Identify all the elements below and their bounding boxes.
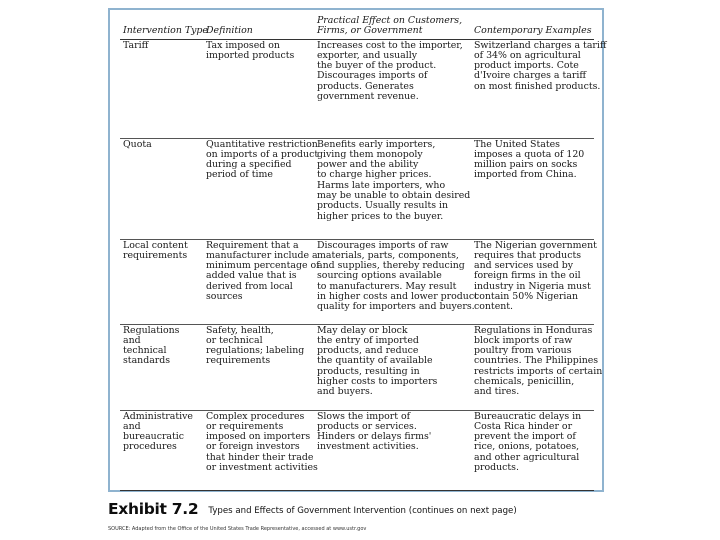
cell-line: Harms late importers, who	[317, 179, 446, 191]
intervention-table	[120, 15, 607, 491]
cell-line: the quantity of available	[317, 355, 433, 367]
cell-line: chemicals, penicillin,	[474, 376, 575, 388]
cell-line: manufacturer include a	[206, 249, 318, 261]
cell-line: or investment activities	[206, 462, 318, 474]
cell-definition	[203, 410, 318, 490]
cell-effect	[314, 324, 471, 410]
cell-line: technical	[123, 345, 167, 357]
cell-line: products. Generates	[317, 80, 414, 92]
cell-line: Quantitative restriction	[206, 138, 318, 150]
cell-line: to manufacturers. May result	[317, 280, 457, 292]
source-note: SOURCE: Adapted from the Office of the United States Trade Representative, accessed at www.ustr.gov	[108, 526, 367, 532]
cell-line: rice, onions, potatoes,	[474, 441, 580, 453]
cell-line: added value that is	[206, 270, 297, 282]
cell-line: and tires.	[474, 386, 520, 398]
cell-definition	[203, 39, 314, 138]
cell-line: that hinder their trade	[206, 451, 314, 463]
table-row-regulations	[120, 324, 594, 410]
cell-line: and	[123, 334, 141, 346]
cell-examples	[471, 324, 603, 410]
table-row-local-content	[120, 239, 594, 324]
cell-line: block imports of raw	[474, 334, 573, 346]
header-intervention-type	[120, 16, 208, 39]
cell-line: restricts imports of certain	[474, 365, 603, 377]
cell-line: or technical	[206, 334, 263, 346]
cell-line: Switzerland charges a tariff	[474, 39, 607, 51]
cell-line: Discourages imports of	[317, 70, 428, 82]
cell-line: product imports. Cote	[474, 60, 579, 72]
cell-line: requires that products	[474, 249, 582, 261]
cell-line: giving them monopoly	[317, 148, 423, 160]
cell-type	[120, 410, 203, 490]
cell-line: or requirements	[206, 420, 284, 432]
cell-line: imported products	[206, 49, 295, 61]
cell-line: the entry of imported	[317, 334, 419, 346]
cell-line: Quota	[123, 138, 152, 150]
cell-line: bureaucratic	[123, 431, 185, 443]
cell-effect	[314, 138, 471, 239]
cell-line: exporter, and usually	[317, 49, 418, 61]
exhibit-caption	[108, 499, 628, 521]
cell-line: contain 50% Nigerian	[474, 291, 578, 303]
cell-line: procedures	[123, 441, 177, 453]
cell-line: Benefits early importers,	[317, 138, 436, 150]
cell-line: government revenue.	[317, 91, 419, 103]
cell-line: higher prices to the buyer.	[317, 210, 444, 222]
cell-line: imported from China.	[474, 169, 577, 181]
cell-line: prevent the import of	[474, 431, 576, 443]
cell-line: sourcing options available	[317, 270, 442, 282]
cell-line: the buyer of the product.	[317, 60, 437, 72]
cell-line: may be unable to obtain desired	[317, 190, 471, 202]
table-row-administrative	[120, 410, 594, 490]
cell-line: and buyers.	[317, 386, 373, 398]
cell-examples	[471, 410, 594, 490]
cell-line: Hinders or delays firms'	[317, 431, 432, 443]
cell-line: Safety, health,	[206, 324, 274, 336]
table-row-quota	[120, 138, 594, 239]
cell-examples	[471, 39, 607, 138]
cell-line: derived from local	[206, 280, 293, 292]
cell-line: content.	[474, 301, 514, 313]
cell-line: Tax imposed on	[206, 39, 280, 51]
cell-line: Increases cost to the importer,	[317, 39, 463, 51]
cell-line: products.	[474, 462, 519, 474]
cell-line: regulations; labeling	[206, 345, 305, 357]
cell-line: minimum percentage of	[206, 260, 320, 272]
cell-line: Costa Rica hinder or	[474, 420, 573, 432]
cell-line: imposed on importers	[206, 431, 311, 443]
cell-line: Intervention Type	[123, 25, 208, 37]
cell-line: Definition	[206, 25, 253, 37]
cell-line: products or services.	[317, 420, 417, 432]
cell-type	[120, 138, 203, 239]
cell-line: countries. The Philippines	[474, 355, 599, 367]
cell-line: May delay or block	[317, 324, 408, 336]
cell-line: products, and reduce	[317, 345, 419, 357]
cell-line: Regulations in Honduras	[474, 324, 593, 336]
cell-line: or foreign investors	[206, 441, 300, 453]
cell-line: during a specified	[206, 159, 292, 171]
cell-line: materials, parts, components,	[317, 249, 459, 261]
cell-line: d'Ivoire charges a tariff	[474, 70, 586, 82]
exhibit-frame	[108, 8, 607, 492]
cell-line: industry in Nigeria must	[474, 280, 591, 292]
cell-line: higher costs to importers	[317, 376, 438, 388]
cell-effect	[314, 239, 478, 324]
header-practical-effect	[314, 16, 471, 39]
cell-line: standards	[123, 355, 171, 367]
cell-line: and other agricultural	[474, 451, 580, 463]
cell-line: sources	[206, 291, 243, 303]
cell-line: poultry from various	[474, 345, 572, 357]
cell-line: Complex procedures	[206, 410, 305, 422]
cell-line: Firms, or Government	[317, 25, 423, 37]
cell-line: Administrative	[123, 410, 193, 422]
cell-type	[120, 39, 203, 138]
cell-line: Tariff	[123, 39, 149, 51]
cell-line: investment activities.	[317, 441, 419, 453]
cell-line: The Nigerian government	[474, 239, 597, 251]
cell-line: million pairs on socks	[474, 159, 578, 171]
cell-line: Requirement that a	[206, 239, 299, 251]
cell-line: Local content	[123, 239, 188, 251]
cell-line: Practical Effect on Customers,	[317, 15, 463, 26]
cell-line: requirements	[206, 355, 271, 367]
cell-effect	[314, 39, 471, 138]
cell-line: quality for importers and buyers.	[317, 301, 475, 313]
cell-line: products. Usually results in	[317, 200, 449, 212]
cell-examples	[471, 138, 594, 239]
cell-type	[120, 239, 203, 324]
cell-line: Regulations	[123, 324, 180, 336]
exhibit-label: Exhibit 7.2	[108, 500, 199, 518]
cell-line: and	[123, 420, 141, 432]
cell-line: on most finished products.	[474, 80, 601, 92]
exhibit-caption-text: Types and Effects of Government Intervention (continues on next page)	[208, 506, 517, 516]
cell-line: on imports of a product	[206, 148, 319, 160]
cell-line: Bureaucratic delays in	[474, 410, 582, 422]
table-row-tariff	[120, 39, 594, 138]
cell-definition	[203, 324, 314, 410]
cell-line: products, resulting in	[317, 365, 420, 377]
cell-definition	[203, 138, 319, 239]
cell-line: and supplies, thereby reducing	[317, 260, 465, 272]
cell-line: Contemporary Examples	[474, 25, 592, 37]
cell-examples	[471, 239, 597, 324]
cell-line: power and the ability	[317, 159, 419, 171]
cell-line: to charge higher prices.	[317, 169, 432, 181]
cell-line: in higher costs and lower product	[317, 291, 478, 303]
cell-line: Slows the import of	[317, 410, 411, 422]
cell-line: imposes a quota of 120	[474, 148, 585, 160]
cell-effect	[314, 410, 471, 490]
cell-line: requirements	[123, 249, 188, 261]
cell-line: Discourages imports of raw	[317, 239, 449, 251]
header-definition	[203, 16, 314, 39]
table-header-row	[120, 16, 594, 39]
cell-type	[120, 324, 203, 410]
cell-line: and services used by	[474, 260, 574, 272]
cell-line: The United States	[474, 138, 560, 150]
cell-line: foreign firms in the oil	[474, 270, 581, 282]
header-contemporary-examples	[471, 16, 594, 39]
cell-line: of 34% on agricultural	[474, 49, 581, 61]
cell-line: period of time	[206, 169, 273, 181]
cell-definition	[203, 239, 320, 324]
